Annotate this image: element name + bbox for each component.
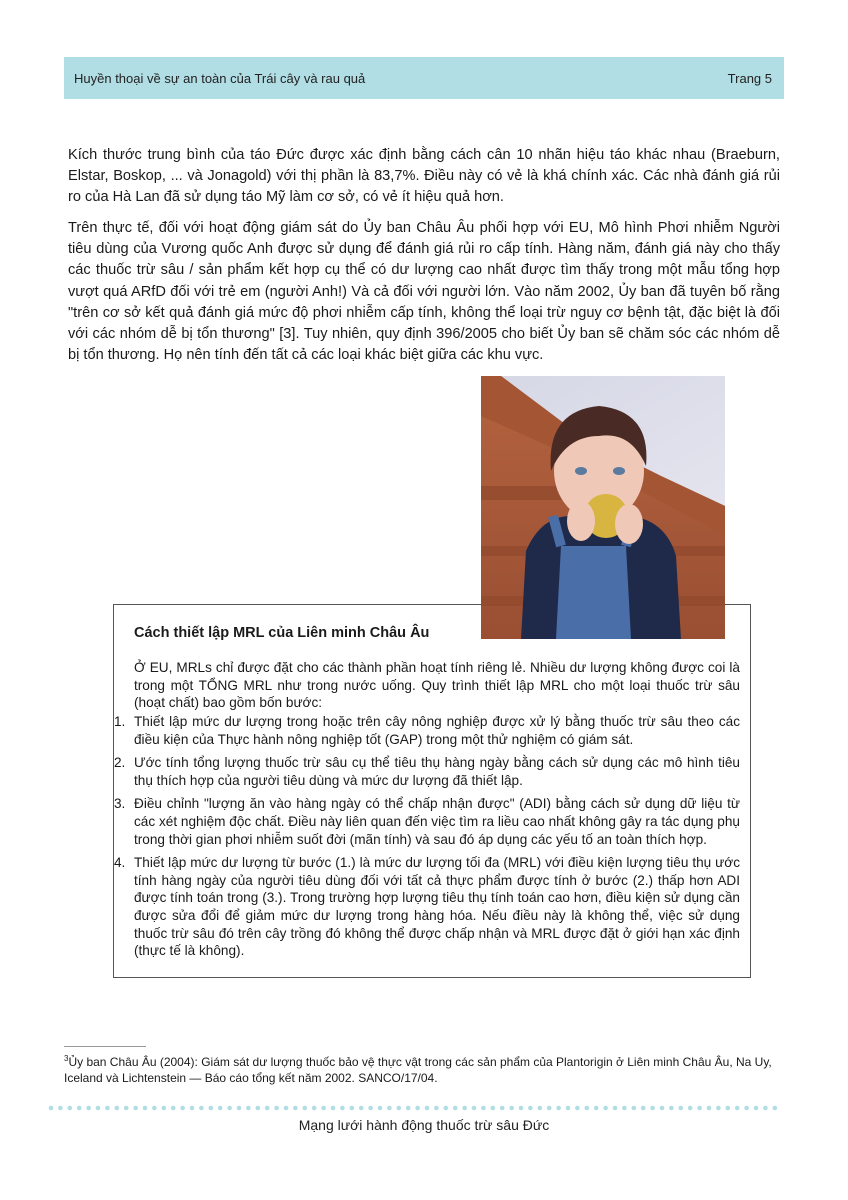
separator-dot	[321, 1106, 326, 1111]
footnote	[64, 1051, 776, 1086]
separator-dot	[340, 1106, 345, 1111]
separator-dot	[707, 1106, 712, 1111]
separator-dot	[199, 1106, 204, 1111]
separator-dot	[331, 1106, 336, 1111]
separator-dot	[519, 1106, 524, 1111]
body-paragraph-1: Kích thước trung bình của táo Đức được xác định bằng cách cân 10 nhãn hiệu táo khác nhau (Braeburn, Elstar, Boskop, ... và Jonagold) với thị phần là 83,7%. Điều này có vẻ là khá chính xác. Các nhà đánh giá rủi ro của Hà Lan đã sử dụng táo Mỹ làm cơ sở, có vẻ ít hiệu quả hơn.	[68, 147, 780, 206]
separator-dot	[256, 1106, 261, 1111]
separator-dot	[284, 1106, 289, 1111]
separator-dot	[453, 1106, 458, 1111]
footnote-marker: 3	[64, 1054, 69, 1063]
separator-dot	[143, 1106, 148, 1111]
separator-dot	[660, 1106, 665, 1111]
separator-dot	[632, 1106, 637, 1111]
separator-dot	[566, 1106, 571, 1111]
footnote-text: Ủy ban Châu Âu (2004): Giám sát dư lượng thuốc bảo vệ thực vật trong các sản phẩm của Plantorigin ở Liên minh Châu Âu, Na Uy, Iceland và Lichtenstein — Báo cáo tổng kết năm 2002. SANCO/17/04.	[64, 1055, 772, 1085]
separator-dot	[265, 1106, 270, 1111]
box-intro: Ở EU, MRLs chỉ được đặt cho các thành phần hoạt tính riêng lẻ. Nhiều dư lượng không được coi là trong một TỔNG MRL như trong nước uống. Quy trình thiết lập MRL cho một loại thuốc trừ sâu (hoạt chất) bao gồm bốn bước:	[134, 660, 740, 711]
steps-list	[114, 713, 740, 966]
box-title: Cách thiết lập MRL của Liên minh Châu Âu	[134, 625, 430, 641]
separator-dot	[293, 1106, 298, 1111]
child-eating-apple-photo	[481, 376, 725, 639]
separator-dot	[237, 1106, 242, 1111]
separator-dot	[359, 1106, 364, 1111]
separator-dot	[528, 1106, 533, 1111]
body-paragraph-2: Trên thực tế, đối với hoạt động giám sát do Ủy ban Châu Âu phối hợp với EU, Mô hình Phơi nhiễm Người tiêu dùng của Vương quốc Anh được sử dụng để đánh giá rủi ro cấp tính. Hàng năm, đánh giá này cho thấy các thuốc trừ sâu / sản phẩm kết hợp cụ thể có dư lượng cao nhất được tìm thấy trong một mẫu tổng hợp vượt quá ARfD đối với trẻ em (người Anh!) Và cả đối với người lớn. Vào năm 2002, Ủy ban đã tuyên bố rằng "trên cơ sở kết quả đánh giá mức độ phơi nhiễm cấp tính, không thể loại trừ nguy cơ bệnh tật, đặc biệt là đối với các nhóm dễ bị tổn thương" [3]. Tuy nhiên, quy định 396/2005 cho biết Ủy ban sẽ chăm sóc các nhóm dễ bị tổn thương. Họ nên tính đến tất cả các loại khác biệt giữa các khu vực.	[68, 220, 780, 364]
footnote-divider	[64, 1046, 146, 1047]
page-number: Trang 5	[727, 71, 772, 86]
separator-dot	[641, 1106, 646, 1111]
separator-dot	[547, 1106, 552, 1111]
separator-dot	[697, 1106, 702, 1111]
separator-dot	[77, 1106, 82, 1111]
separator-dot	[350, 1106, 355, 1111]
separator-dot	[425, 1106, 430, 1111]
separator-dot	[594, 1106, 599, 1111]
separator-dot	[716, 1106, 721, 1111]
separator-dot	[68, 1106, 73, 1111]
separator-dot	[124, 1106, 129, 1111]
step-number: 1.	[114, 714, 126, 729]
photo-illustration	[481, 376, 725, 639]
separator-dot	[613, 1106, 618, 1111]
separator-dot	[434, 1106, 439, 1111]
separator-dot	[773, 1106, 778, 1111]
page-footer: Mạng lưới hành động thuốc trừ sâu Đức	[298, 1117, 550, 1133]
mrl-info-box	[113, 604, 751, 978]
separator-dot	[509, 1106, 514, 1111]
separator-dot	[58, 1106, 63, 1111]
separator-dot	[152, 1106, 157, 1111]
separator-dot	[726, 1106, 731, 1111]
separator-dot	[735, 1106, 740, 1111]
separator-dot	[387, 1106, 392, 1111]
separator-dot	[105, 1106, 110, 1111]
separator-dot	[180, 1106, 185, 1111]
separator-dot	[744, 1106, 749, 1111]
step-number: 3.	[114, 796, 126, 812]
separator-dot	[86, 1106, 91, 1111]
step-text: Thiết lập mức dư lượng từ bước (1.) là mức dư lượng tối đa (MRL) với điều kiện lượng tiêu thụ ước tính hàng ngày của người tiêu dùng đối với tất cả thực phẩm được tính ở bước (2.) thấp hơn ADI được tính toán trong (3.). Trong trường hợp lượng tiêu thụ tính toán cao hơn, điều kiện sử dụng cần được sửa đổi để giảm mức dư lượng trong hàng hóa. Nếu điều này là không thể, việc sử dụng thuốc trừ sâu đó trên cây trồng đó không thể được chấp nhận và MRL được đặt ở giới hạn xác định (thực tế là không).	[134, 855, 740, 959]
separator-dot	[650, 1106, 655, 1111]
separator-dot	[622, 1106, 627, 1111]
separator-dot	[444, 1106, 449, 1111]
separator-dot	[688, 1106, 693, 1111]
separator-dot	[679, 1106, 684, 1111]
separator-dot	[556, 1106, 561, 1111]
separator-dot	[312, 1106, 317, 1111]
separator-dot	[491, 1106, 496, 1111]
step-item	[114, 713, 740, 748]
separator-dot	[227, 1106, 232, 1111]
separator-dot	[603, 1106, 608, 1111]
separator-dot	[500, 1106, 505, 1111]
separator-dot	[133, 1106, 138, 1111]
separator-dot	[585, 1106, 590, 1111]
separator-dot	[397, 1106, 402, 1111]
dotted-separator	[48, 1105, 784, 1111]
separator-dot	[378, 1106, 383, 1111]
step-text: Điều chỉnh "lượng ăn vào hàng ngày có thể chấp nhận được" (ADI) bằng cách sử dụng dữ liệu từ các xét nghiệm độc chất. Điều này liên quan đến việc tìm ra liều cao nhất không gây ra tác dụng phụ trong thời gian phơi nhiễm suốt đời (mãn tính) và sau đó áp dụng các yếu tố an toàn thích hợp.	[134, 796, 740, 847]
separator-dot	[368, 1106, 373, 1111]
separator-dot	[274, 1106, 279, 1111]
separator-dot	[246, 1106, 251, 1111]
separator-dot	[481, 1106, 486, 1111]
header-title: Huyền thoại về sự an toàn của Trái cây và rau quả	[74, 71, 366, 86]
separator-dot	[96, 1106, 101, 1111]
separator-dot	[462, 1106, 467, 1111]
step-item	[114, 854, 740, 960]
step-text: Thiết lập mức dư lượng trong hoặc trên cây nông nghiệp được xử lý bằng thuốc trừ sâu theo các điều kiện của Thực hành nông nghiệp tốt (GAP) trong một thử nghiệm có giám sát.	[134, 714, 740, 747]
separator-dot	[763, 1106, 768, 1111]
step-item	[114, 795, 740, 848]
separator-dot	[115, 1106, 120, 1111]
separator-dot	[190, 1106, 195, 1111]
separator-dot	[218, 1106, 223, 1111]
separator-dot	[754, 1106, 759, 1111]
step-text: Ước tính tổng lượng thuốc trừ sâu cụ thể tiêu thụ hàng ngày bằng cách sử dụng các mô hình tiêu thụ thích hợp của người tiêu dùng và mức dư lượng đã thiết lập.	[134, 755, 740, 788]
separator-dot	[303, 1106, 308, 1111]
separator-dot	[49, 1106, 54, 1111]
separator-dot	[162, 1106, 167, 1111]
separator-dot	[538, 1106, 543, 1111]
separator-dot	[209, 1106, 214, 1111]
separator-dot	[415, 1106, 420, 1111]
separator-dot	[472, 1106, 477, 1111]
separator-dot	[575, 1106, 580, 1111]
step-item	[114, 754, 740, 789]
separator-dot	[171, 1106, 176, 1111]
separator-dot	[669, 1106, 674, 1111]
step-number: 2.	[114, 755, 126, 771]
step-number: 4.	[114, 855, 126, 871]
page-header	[64, 57, 784, 99]
separator-dot	[406, 1106, 411, 1111]
